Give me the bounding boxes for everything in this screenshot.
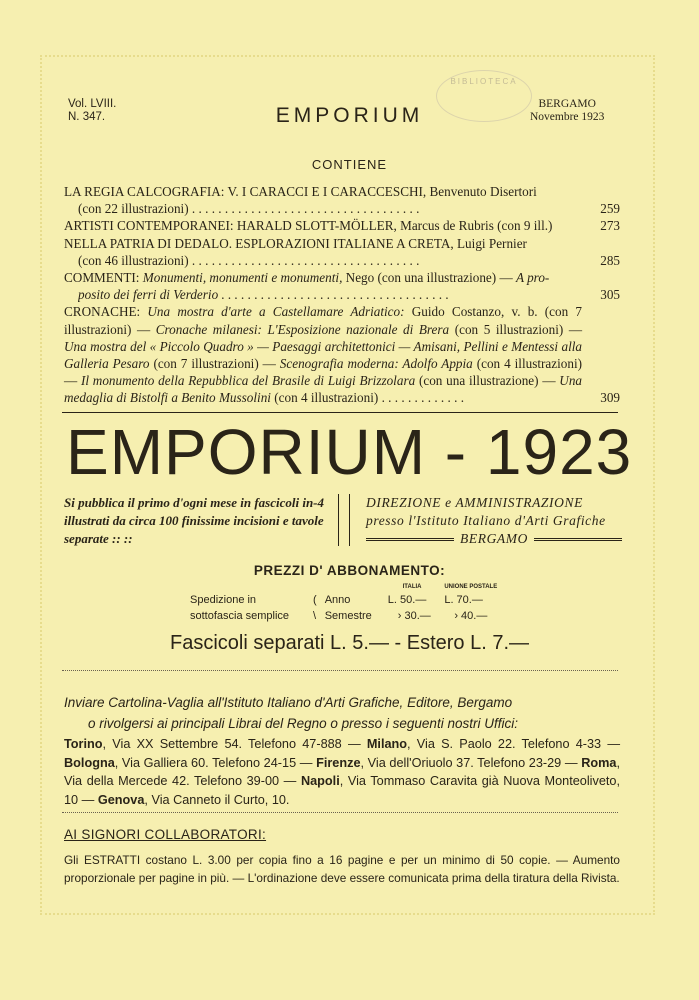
place: BERGAMO: [538, 98, 596, 110]
toc-entry: COMMENTI: Monumenti, monumenti e monumenti, Nego (con una illustrazione) — A pro- posito dei ferri di Verderio . . 305: [64, 269, 620, 303]
magazine-title: EMPORIUM: [275, 104, 424, 127]
office-city: Milano: [366, 737, 408, 751]
toc-entry: ARTISTI CONTEMPORANEI: HARALD SLOTT-MÖLLER, Marcus de Rubris (con 9 ill.) 273: [64, 218, 620, 234]
collaborators-heading: AI SIGNORI COLLABORATORI:: [64, 827, 267, 842]
toc-entry: NELLA PATRIA DI DEDALO. ESPLORAZIONI ITALIANE A CRETA, Luigi Pernier (con 46 illustrazioni) . . 285: [64, 235, 620, 269]
prices-table: [186, 582, 501, 624]
place-date: [530, 98, 604, 124]
direction-city: BERGAMO: [460, 531, 528, 546]
table-of-contents: [64, 183, 620, 407]
col-header: UNIONE POSTALE: [444, 584, 498, 590]
issue-number: N. 347.: [68, 111, 106, 123]
contents-heading: CONTIENE: [311, 157, 388, 172]
single-issue-price: Fascicoli separati L. 5.— - Estero L. 7.—: [169, 632, 530, 654]
volume-number: Vol. LVIII.: [68, 98, 117, 110]
table-row: sottofascia semplice \ Semestre › 30.— › 40.—: [190, 610, 488, 622]
direction-block: [366, 494, 622, 548]
order-instructions: Inviare Cartolina-Vaglia all'Istituto Italiano d'Arti Grafiche, Editore, Bergamo o rivolgersi ai principali Librai del Regno o presso i seguenti nostri Uffici:: [64, 695, 518, 731]
prices-heading: PREZZI D' ABBONAMENTO:: [253, 563, 446, 578]
table-row: Spedizione in ( Anno L. 50.— L. 70.—: [190, 594, 483, 606]
column-separator: [338, 494, 350, 546]
banner-title: EMPORIUM - 1923: [66, 416, 633, 488]
issue-date: Novembre 1923: [530, 111, 605, 123]
office-city: Torino: [64, 737, 103, 751]
direction-line: presso l'Istituto Italiano d'Arti Grafiche: [366, 513, 606, 528]
collaborators-note: Gli ESTRATTI costano L. 3.00 per copia fino a 16 pagine e per un minimo di 50 copie. — Aumento proporzionale per pagine in più. — L'ordinazione deve essere comunicata prima della tiratura della Rivista.: [64, 853, 620, 885]
office-city: Genova: [97, 792, 145, 807]
divider: [62, 412, 618, 413]
office-city: Firenze: [316, 755, 361, 770]
office-city: Napoli: [300, 774, 340, 788]
library-stamp: BIBLIOTECA: [436, 70, 532, 122]
col-header: ITALIA: [402, 584, 422, 590]
dotted-divider: [62, 670, 618, 671]
toc-entry: LA REGIA CALCOGRAFIA: V. I CARACCI E I CARACCESCHI, Benvenuto Disertori (con 22 illustrazioni) . . 259: [64, 183, 620, 217]
office-city: Roma: [581, 755, 617, 770]
dotted-divider: [62, 812, 618, 813]
office-list: Torino, Via XX Settembre 54. Telefono 47-888 — Milano, Via S. Paolo 22. Telefono 4-33 — Bologna, Via Galliera 60. Telefono 24-15 — Firenze, Via dell'Oriuolo 37. Telefono 23-29 — Roma, Via della Mercede 42. Telefono 39-00 — Napoli, Via Tommaso Caravita già Nuova Monteoliveto, 10 — Genova, Via Canneto il Curto, 10.: [64, 737, 621, 807]
direction-line: DIREZIONE e AMMINISTRAZIONE: [366, 495, 583, 510]
office-city: Bologna: [64, 755, 115, 770]
publication-info: Si pubblica il primo d'ogni mese in fascicoli in-4 illustrati da circa 100 finissime incisioni e tavole separate :: ::: [64, 495, 325, 546]
toc-entry-cronache: CRONACHE: Una mostra d'arte a Castellamare Adriatico: Guido Costanzo, v. b. (con 7 illustrazioni) — Cronache milanesi: L'Esposizione nazionale di Brera (con 5 illustrazioni) — Una mostra del « Piccolo Quadro » — Paesaggi architettonici — Amisani, Pellini e Mentessi alla Galleria Pesaro (con 7 illustrazioni) — Scenografia moderna: Adolfo Appia (con 4 illustrazioni) — Il monumento della Repubblica del Brasile di Luigi Brizzolara (con una illustrazione) — Una medaglia di Bistolfi a Benito Mussolini (con 4 illustrazioni) . . . . . . . . . . . . . 309: [64, 304, 620, 406]
